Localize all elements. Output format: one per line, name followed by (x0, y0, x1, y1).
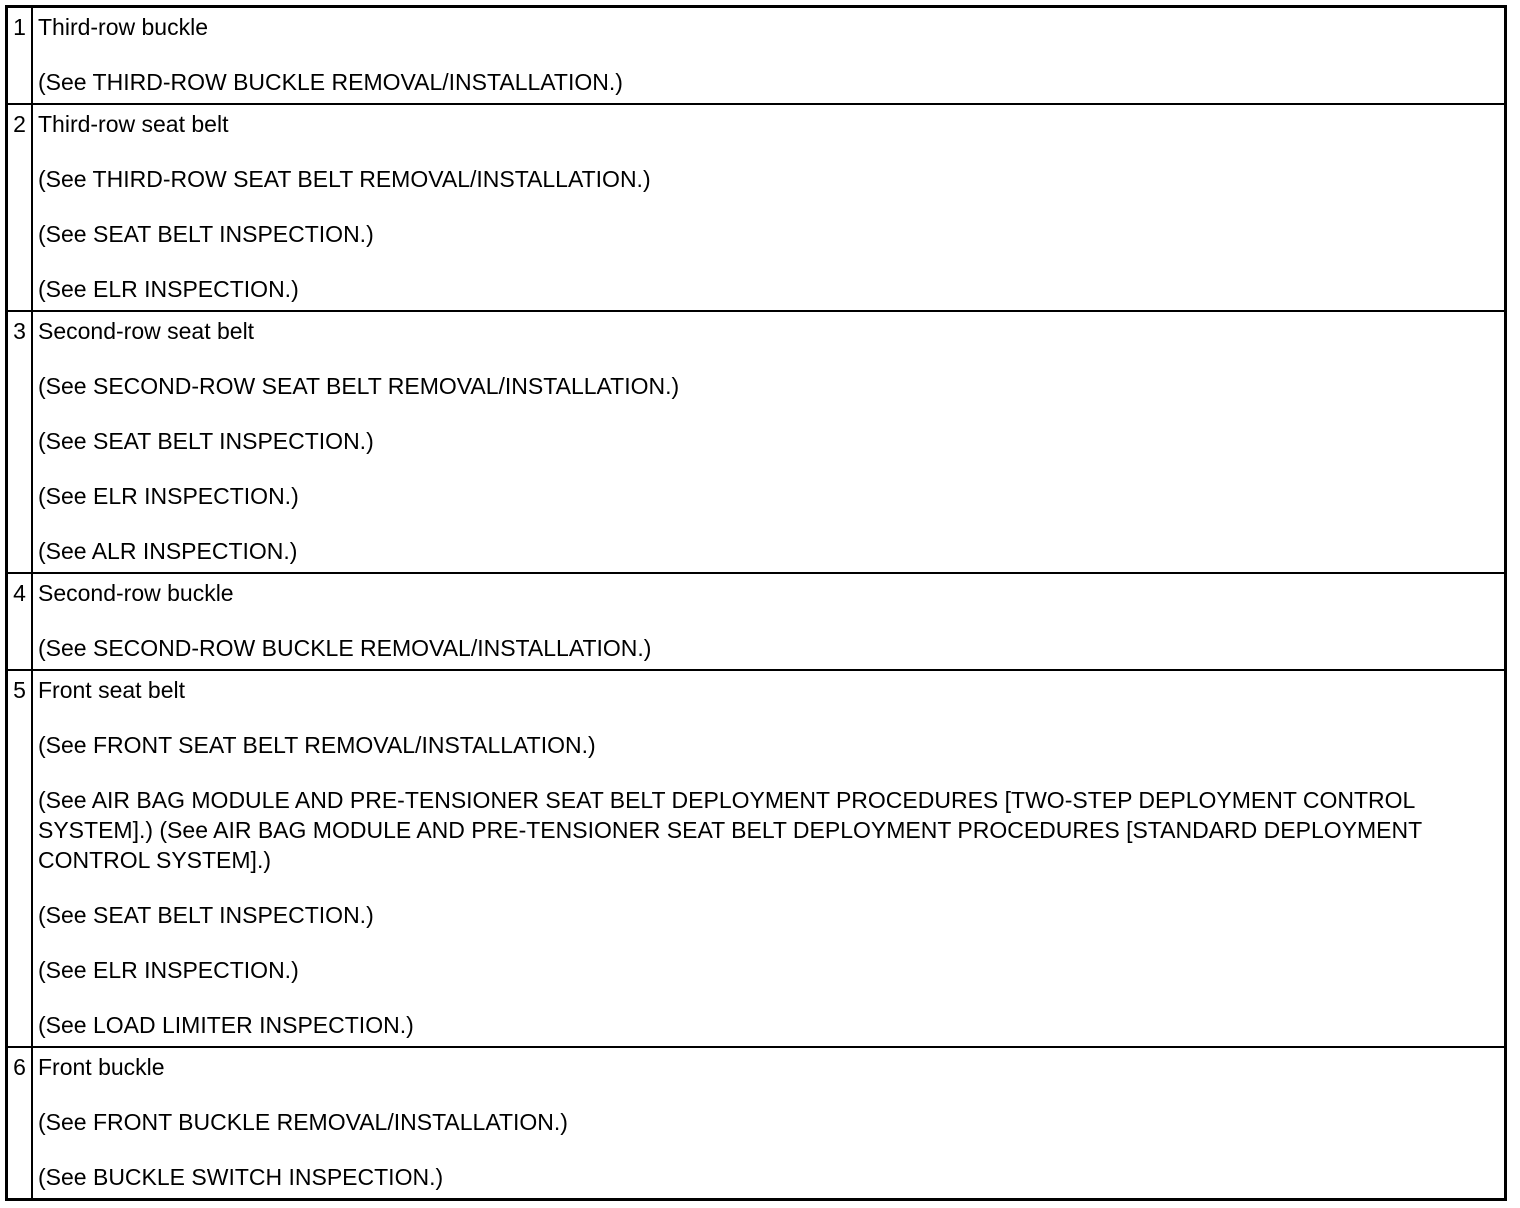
procedure-reference: (See ALR INSPECTION.) (38, 538, 298, 564)
procedure-reference: (See ELR INSPECTION.) (38, 957, 299, 983)
row-number: 5 (8, 671, 33, 1046)
procedure-reference: (See SEAT BELT INSPECTION.) (38, 902, 374, 928)
procedure-reference: (See SEAT BELT INSPECTION.) (38, 221, 374, 247)
procedure-reference: (See LOAD LIMITER INSPECTION.) (38, 1012, 414, 1038)
procedure-reference: (See ELR INSPECTION.) (38, 483, 299, 509)
component-title: Front buckle (38, 1054, 165, 1080)
procedure-reference: (See FRONT SEAT BELT REMOVAL/INSTALLATION.) (38, 732, 596, 758)
row-content (33, 671, 1504, 1046)
row-number: 1 (8, 8, 33, 103)
row-content (33, 574, 1504, 669)
component-title: Third-row seat belt (38, 111, 229, 137)
row-content (33, 1048, 1504, 1198)
table-row (8, 105, 1504, 312)
component-table (5, 5, 1507, 1201)
procedure-reference: (See BUCKLE SWITCH INSPECTION.) (38, 1164, 444, 1190)
row-content (33, 105, 1504, 310)
procedure-reference: (See THIRD-ROW BUCKLE REMOVAL/INSTALLATION.) (38, 69, 623, 95)
procedure-reference: (See SEAT BELT INSPECTION.) (38, 428, 374, 454)
row-number: 3 (8, 312, 33, 572)
procedure-reference: (See AIR BAG MODULE AND PRE-TENSIONER SEAT BELT DEPLOYMENT PROCEDURES [TWO-STEP DEPLOYMENT CONTROL SYSTEM].) (See AIR BAG MODULE AND PRE-TENSIONER SEAT BELT DEPLOYMENT PROCEDURES [STANDARD DEPLOYMENT CONTROL SYSTEM].) (38, 787, 1422, 873)
table-row (8, 574, 1504, 671)
procedure-reference: (See SECOND-ROW BUCKLE REMOVAL/INSTALLATION.) (38, 635, 652, 661)
table-row (8, 8, 1504, 105)
component-title: Third-row buckle (38, 14, 208, 40)
table-row (8, 1048, 1504, 1198)
procedure-reference: (See THIRD-ROW SEAT BELT REMOVAL/INSTALLATION.) (38, 166, 651, 192)
table-row (8, 312, 1504, 574)
procedure-reference: (See SECOND-ROW SEAT BELT REMOVAL/INSTALLATION.) (38, 373, 680, 399)
procedure-reference: (See FRONT BUCKLE REMOVAL/INSTALLATION.) (38, 1109, 568, 1135)
row-number: 6 (8, 1048, 33, 1198)
procedure-reference: (See ELR INSPECTION.) (38, 276, 299, 302)
row-number: 2 (8, 105, 33, 310)
component-title: Front seat belt (38, 677, 186, 703)
component-title: Second-row buckle (38, 580, 234, 606)
row-content (33, 8, 1504, 103)
component-title: Second-row seat belt (38, 318, 255, 344)
row-content (33, 312, 1504, 572)
row-number: 4 (8, 574, 33, 669)
table-row (8, 671, 1504, 1048)
